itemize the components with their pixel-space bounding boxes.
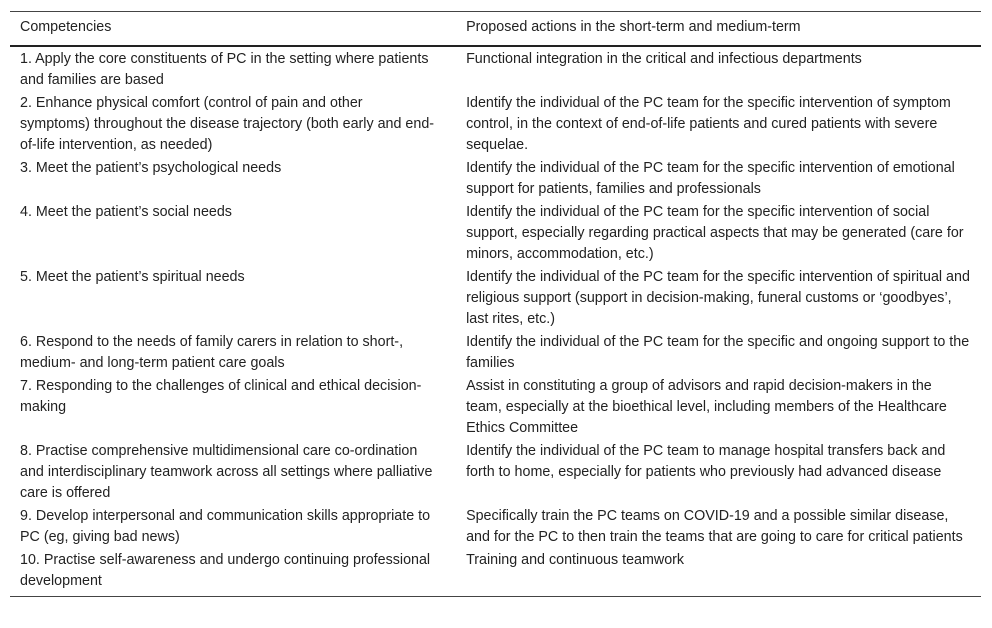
competencies-table-container [10, 11, 981, 597]
table-row [10, 202, 981, 267]
competency-cell: 3. Meet the patient’s psychological needs [20, 160, 282, 176]
table-row [10, 441, 981, 506]
competency-cell: 1. Apply the core constituents of PC in the setting where patients and families are based [20, 51, 429, 88]
table-row [10, 267, 981, 332]
competency-cell: 6. Respond to the needs of family carers in relation to short-, medium- and long-term patient care goals [20, 334, 404, 371]
header-proposed-actions: Proposed actions in the short-term and medium-term [456, 12, 981, 47]
table-row [10, 158, 981, 202]
action-cell: Identify the individual of the PC team for the specific intervention of symptom control, in the context of end-of-life patients and cured patients with severe sequelae. [466, 95, 951, 153]
action-cell: Specifically train the PC teams on COVID-19 and a possible similar disease, and for the PC to then train the teams that are going to care for critical patients [466, 508, 963, 545]
action-cell: Identify the individual of the PC team for the specific and ongoing support to the families [466, 334, 970, 371]
competency-cell: 4. Meet the patient’s social needs [20, 204, 232, 220]
table-row [10, 93, 981, 158]
competency-cell: 7. Responding to the challenges of clinical and ethical decision-making [20, 378, 422, 415]
competency-cell: 2. Enhance physical comfort (control of pain and other symptoms) throughout the disease trajectory (both early and end-of-life intervention, as needed) [20, 95, 435, 153]
table-row [10, 506, 981, 550]
action-cell: Identify the individual of the PC team to manage hospital transfers back and forth to home, especially for patients who previously had advanced disease [466, 443, 946, 480]
competency-cell: 5. Meet the patient’s spiritual needs [20, 269, 245, 285]
header-row [10, 12, 981, 47]
competency-cell: 9. Develop interpersonal and communication skills appropriate to PC (eg, giving bad news) [20, 508, 431, 545]
table-row [10, 46, 981, 93]
competency-cell: 8. Practise comprehensive multidimensional care co-ordination and interdisciplinary teamwork across all settings where palliative care is offered [20, 443, 433, 501]
action-cell: Functional integration in the critical and infectious departments [466, 51, 862, 67]
table-row [10, 376, 981, 441]
competencies-table [10, 11, 981, 597]
table-header [10, 12, 981, 47]
competency-cell: 10. Practise self-awareness and undergo continuing professional development [10, 550, 456, 597]
table-body [10, 46, 981, 597]
header-competencies: Competencies [10, 12, 456, 47]
action-cell: Assist in constituting a group of advisors and rapid decision-makers in the team, especially at the bioethical level, including members of the Healthcare Ethics Committee [466, 378, 947, 436]
action-cell: Identify the individual of the PC team for the specific intervention of social support, especially regarding practical aspects that may be generated (care for minors, accommodation, etc.) [466, 204, 964, 262]
table-row [10, 550, 981, 597]
action-cell: Identify the individual of the PC team for the specific intervention of emotional support for patients, families and professionals [466, 160, 955, 197]
table-row [10, 332, 981, 376]
action-cell: Identify the individual of the PC team for the specific intervention of spiritual and religious support (support in decision-making, funeral customs or ‘goodbyes’, last rites, etc.) [466, 269, 970, 327]
action-cell: Training and continuous teamwork [456, 550, 981, 597]
